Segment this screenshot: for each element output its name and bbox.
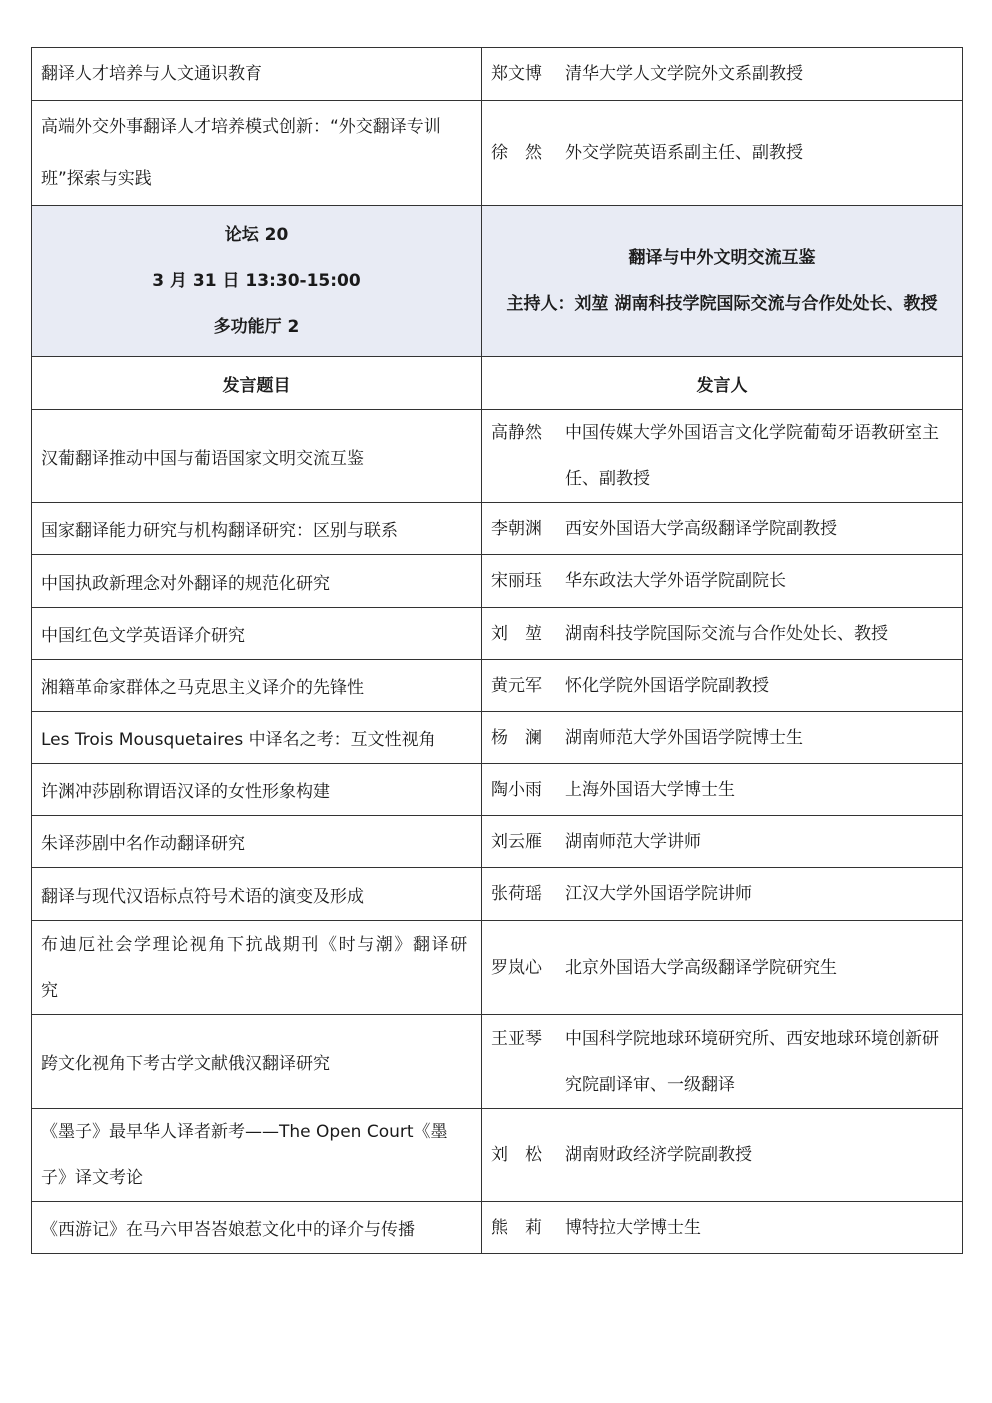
speaker-cell bbox=[482, 764, 963, 816]
topic-cell bbox=[32, 868, 482, 921]
talk-topic: 汉葡翻译推动中国与葡语国家文明交流互鉴 bbox=[41, 448, 364, 469]
table-row bbox=[32, 608, 963, 660]
speaker-name: 罗岚心 bbox=[491, 957, 542, 978]
talk-topic: 中国执政新理念对外翻译的规范化研究 bbox=[41, 573, 330, 594]
forum-theme: 翻译与中外文明交流互鉴 bbox=[628, 248, 816, 268]
forum-schedule-table bbox=[31, 47, 963, 1254]
table-row bbox=[32, 1202, 963, 1254]
forum-theme-cell bbox=[482, 206, 963, 357]
speaker-name: 张荷瑶 bbox=[491, 884, 542, 904]
forum-venue: 多功能厅 2 bbox=[213, 317, 300, 337]
speaker-name: 高静然 bbox=[491, 423, 542, 443]
talk-topic: 高端外交外事翻译人才培养模式创新：“外交翻译专训班”探索与实践 bbox=[41, 117, 441, 189]
speaker-cell bbox=[482, 608, 963, 660]
table-row bbox=[32, 101, 963, 206]
table-row bbox=[32, 48, 963, 101]
forum-number: 论坛 20 bbox=[224, 225, 289, 245]
speaker-name: 刘 松 bbox=[491, 1145, 542, 1165]
speaker-cell bbox=[482, 555, 963, 608]
speaker-cell bbox=[482, 410, 963, 503]
talk-topic: 布迪厄社会学理论视角下抗战期刊《时与潮》翻译研究 bbox=[41, 934, 469, 1001]
topic-column-header: 发言题目 bbox=[32, 357, 482, 410]
topic-cell bbox=[32, 660, 482, 712]
speaker-affiliation: 湖南科技学院国际交流与合作处处长、教授 bbox=[565, 623, 888, 644]
talk-topic: 朱译莎剧中名作动翻译研究 bbox=[41, 834, 245, 854]
topic-cell bbox=[32, 503, 482, 555]
speaker-affiliation: 外交学院英语系副主任、副教授 bbox=[565, 143, 803, 163]
forum-host: 主持人：刘堃 湖南科技学院国际交流与合作处处长、教授 bbox=[506, 294, 938, 314]
speaker-cell bbox=[482, 816, 963, 868]
speaker-affiliation: 中国科学院地球环境研究所、西安地球环境创新研究院副译审、一级翻译 bbox=[565, 1028, 939, 1095]
table-row bbox=[32, 921, 963, 1015]
table-row bbox=[32, 1109, 963, 1202]
topic-cell bbox=[32, 608, 482, 660]
speaker-name: 刘云雁 bbox=[491, 831, 542, 852]
speaker-affiliation: 湖南财政经济学院副教授 bbox=[565, 1145, 752, 1165]
talk-topic: 许渊冲莎剧称谓语汉译的女性形象构建 bbox=[41, 782, 330, 802]
table-row bbox=[32, 503, 963, 555]
talk-topic: Les Trois Mousquetaires 中译名之考：互文性视角 bbox=[41, 730, 436, 750]
speaker-cell bbox=[482, 921, 963, 1015]
topic-cell bbox=[32, 1202, 482, 1254]
speaker-cell bbox=[482, 868, 963, 921]
speaker-affiliation: 上海外国语大学博士生 bbox=[565, 779, 735, 800]
speaker-affiliation: 北京外国语大学高级翻译学院研究生 bbox=[565, 957, 837, 978]
talk-topic: 翻译与现代汉语标点符号术语的演变及形成 bbox=[41, 886, 364, 907]
forum-header-row bbox=[32, 206, 963, 357]
speaker-cell bbox=[482, 1109, 963, 1202]
topic-cell bbox=[32, 410, 482, 503]
speaker-affiliation: 华东政法大学外语学院副院长 bbox=[565, 571, 786, 591]
speaker-cell bbox=[482, 712, 963, 764]
speaker-name: 熊 莉 bbox=[491, 1217, 542, 1238]
speaker-affiliation: 怀化学院外国语学院副教授 bbox=[565, 675, 769, 696]
speaker-cell bbox=[482, 503, 963, 555]
speaker-name: 郑文博 bbox=[491, 64, 542, 84]
table-row bbox=[32, 712, 963, 764]
speaker-name: 王亚琴 bbox=[491, 1028, 542, 1049]
speaker-name: 陶小雨 bbox=[491, 779, 542, 800]
speaker-cell bbox=[482, 660, 963, 712]
forum-info-cell bbox=[32, 206, 482, 357]
talk-topic: 《西游记》在马六甲峇峇娘惹文化中的译介与传播 bbox=[41, 1220, 415, 1240]
speaker-cell bbox=[482, 48, 963, 101]
table-row bbox=[32, 410, 963, 503]
table-row bbox=[32, 660, 963, 712]
speaker-cell bbox=[482, 1015, 963, 1109]
talk-topic: 翻译人才培养与人文通识教育 bbox=[41, 64, 262, 84]
speaker-name: 宋丽珏 bbox=[491, 571, 542, 591]
talk-topic: 湘籍革命家群体之马克思主义译介的先锋性 bbox=[41, 678, 364, 698]
speaker-cell bbox=[482, 1202, 963, 1254]
talk-topic: 跨文化视角下考古学文献俄汉翻译研究 bbox=[41, 1054, 330, 1074]
topic-cell bbox=[32, 1015, 482, 1109]
table-row bbox=[32, 555, 963, 608]
column-header-row bbox=[32, 357, 963, 410]
speaker-cell bbox=[482, 101, 963, 206]
talk-topic: 国家翻译能力研究与机构翻译研究：区别与联系 bbox=[41, 521, 398, 541]
speaker-column-header: 发言人 bbox=[482, 357, 963, 410]
table-row bbox=[32, 868, 963, 921]
talk-topic: 《墨子》最早华人译者新考——The Open Court《墨子》译文考论 bbox=[41, 1122, 448, 1188]
topic-cell bbox=[32, 921, 482, 1015]
speaker-affiliation: 江汉大学外国语学院讲师 bbox=[565, 884, 752, 904]
speaker-affiliation: 博特拉大学博士生 bbox=[565, 1217, 701, 1238]
topic-cell bbox=[32, 555, 482, 608]
speaker-name: 李朝渊 bbox=[491, 518, 542, 539]
topic-cell bbox=[32, 101, 482, 206]
speaker-name: 杨 澜 bbox=[491, 727, 542, 748]
speaker-name: 徐 然 bbox=[491, 143, 542, 163]
topic-cell bbox=[32, 1109, 482, 1202]
speaker-name: 刘 堃 bbox=[491, 623, 542, 644]
topic-cell bbox=[32, 764, 482, 816]
speaker-name: 黄元军 bbox=[491, 675, 542, 696]
table-row bbox=[32, 816, 963, 868]
speaker-affiliation: 中国传媒大学外国语言文化学院葡萄牙语教研室主任、副教授 bbox=[565, 423, 939, 489]
topic-cell bbox=[32, 48, 482, 101]
table-row bbox=[32, 764, 963, 816]
topic-cell bbox=[32, 816, 482, 868]
speaker-affiliation: 湖南师范大学讲师 bbox=[565, 831, 701, 852]
speaker-affiliation: 清华大学人文学院外文系副教授 bbox=[565, 64, 803, 84]
table-row bbox=[32, 1015, 963, 1109]
speaker-affiliation: 西安外国语大学高级翻译学院副教授 bbox=[565, 518, 837, 539]
speaker-affiliation: 湖南师范大学外国语学院博士生 bbox=[565, 727, 803, 748]
topic-cell bbox=[32, 712, 482, 764]
talk-topic: 中国红色文学英语译介研究 bbox=[41, 626, 245, 646]
forum-time: 3 月 31 日 13:30-15:00 bbox=[152, 271, 361, 291]
